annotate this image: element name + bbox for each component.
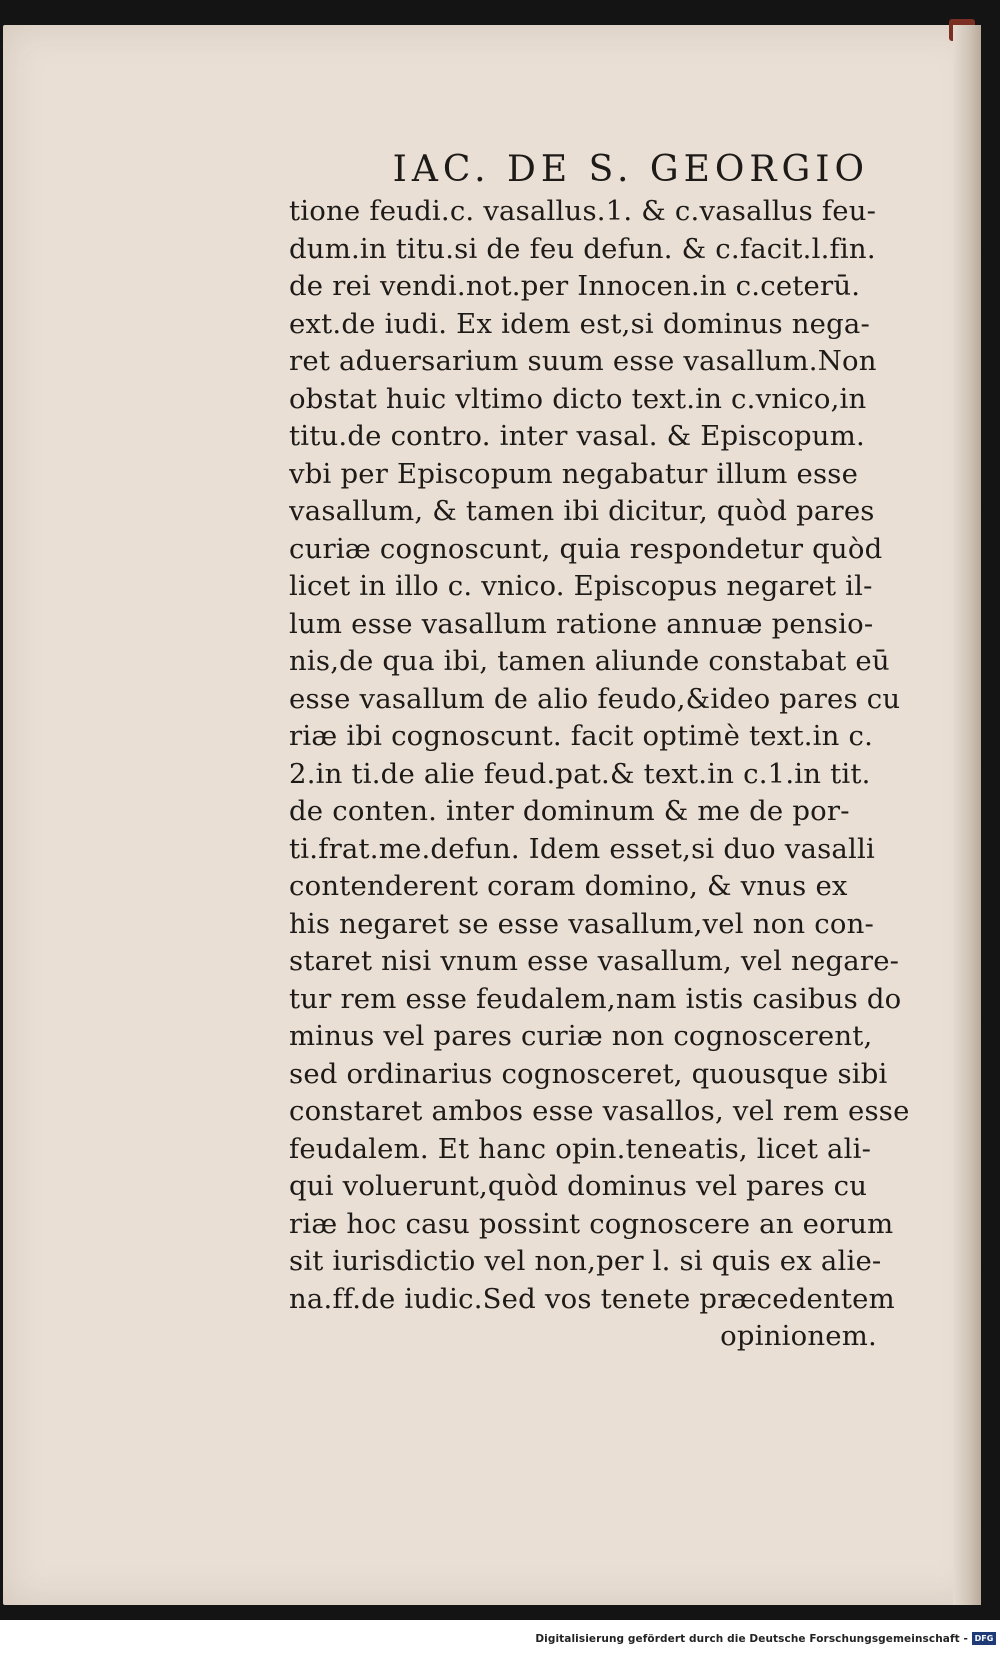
text-line: constaret ambos esse vasallos, vel rem esse [289, 1095, 910, 1127]
text-line: licet in illo c. vnico. Episcopus negaret il- [289, 570, 873, 602]
text-line: qui voluerunt,quòd dominus vel pares cu [289, 1170, 868, 1202]
text-line: lum esse vasallum ratione annuæ pensio- [289, 607, 874, 640]
dfg-logo: DFG [972, 1632, 996, 1645]
text-line: vbi per Episcopum negabatur illum esse [289, 457, 859, 490]
text-line: obstat huic vltimo dicto text.in c.vnico,in [289, 382, 867, 415]
text-line: feudalem. Et hanc opin.teneatis, licet ali- [289, 1132, 872, 1165]
text-line: esse vasallum de alio feudo,&ideo pares cu [289, 682, 901, 715]
text-line: tione feudi.c. vasallus.1. & c.vasallus feu- [289, 195, 877, 227]
text-line: riæ hoc casu possint cognoscere an eorum [289, 1207, 894, 1240]
text-line: titu.de contro. inter vasal. & Episcopum. [289, 420, 865, 452]
text-line: minus vel pares curiæ non cognoscerent, [289, 1020, 873, 1052]
text-line: curiæ cognoscunt, quia respondetur quòd [289, 532, 883, 565]
text-line: ti.frat.me.defun. Idem esset,si duo vasalli [289, 832, 875, 865]
catchword: opinionem. [720, 1320, 877, 1352]
text-line: 2.in ti.de alie feud.pat.& text.in c.1.in tit. [289, 757, 871, 790]
text-block [289, 147, 939, 1356]
text-line: ret aduersarium suum esse vasallum.Non [289, 345, 877, 377]
page-gutter-edge [953, 25, 981, 1605]
text-line: riæ ibi cognoscunt. facit optimè text.in c. [289, 720, 874, 752]
book-page [3, 25, 981, 1605]
text-line: na.ff.de iudic.Sed vos tenete præcedentem [289, 1282, 895, 1315]
text-line: de conten. inter dominum & me de por- [289, 795, 850, 827]
body-text [289, 193, 939, 1318]
text-line: his negaret se esse vasallum,vel non con- [289, 907, 874, 940]
text-line: sed ordinarius cognosceret, quousque sibi [289, 1057, 888, 1090]
running-head: IAC. DE S. GEORGIO [392, 149, 869, 190]
text-line: de rei vendi.not.per Innocen.in c.ceterū. [289, 270, 861, 302]
text-line: dum.in titu.si de feu defun. & c.facit.l.fin. [289, 232, 876, 265]
footer-bar [0, 1630, 1000, 1657]
text-line: staret nisi vnum esse vasallum, vel negare- [289, 945, 900, 977]
text-line: contenderent coram domino, & vnus ex [289, 870, 848, 902]
text-line: nis,de qua ibi, tamen aliunde constabat eū [289, 645, 890, 677]
text-line: sit iurisdictio vel non,per l. si quis ex alie- [289, 1245, 882, 1277]
text-line: tur rem esse feudalem,nam istis casibus do [289, 982, 902, 1015]
funding-credit: Digitalisierung gefördert durch die Deutsche Forschungsgemeinschaft - [535, 1633, 968, 1645]
text-line: vasallum, & tamen ibi dicitur, quòd pares [289, 495, 875, 527]
text-line: ext.de iudi. Ex idem est,si dominus nega- [289, 307, 871, 340]
